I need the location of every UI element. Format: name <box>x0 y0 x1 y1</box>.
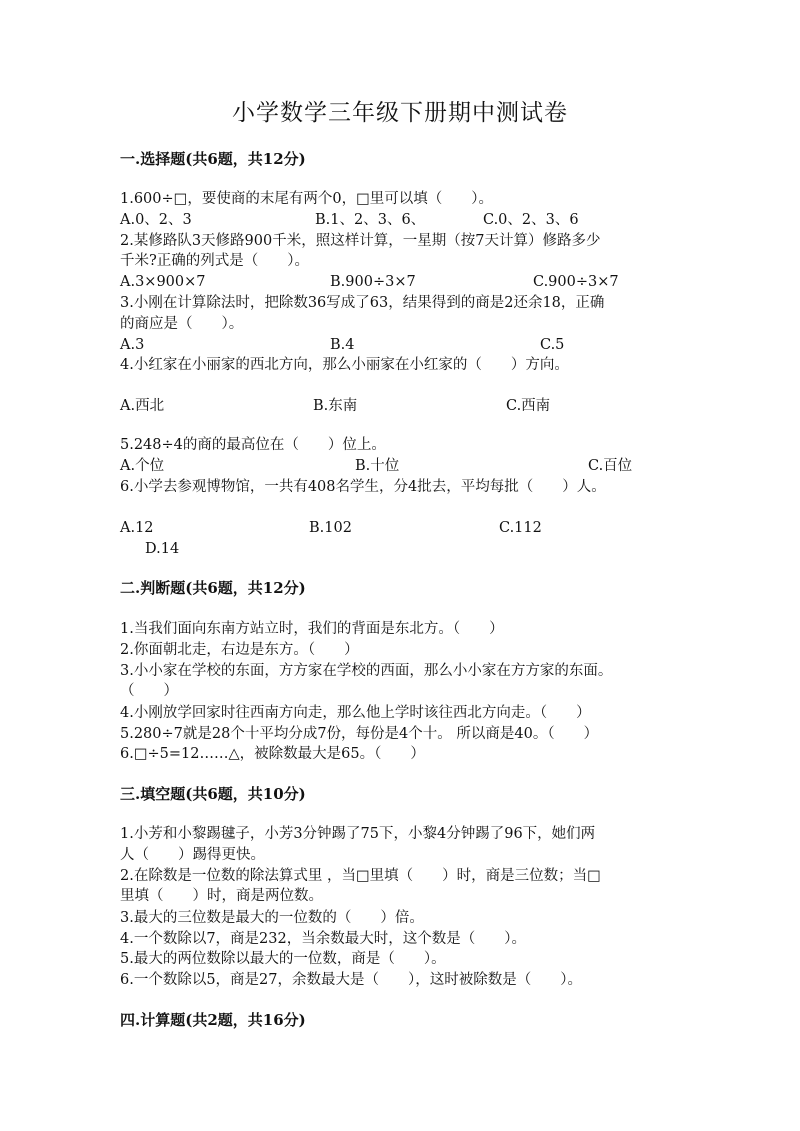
section-heading-choice: 一.选择题(共6题，共12分) <box>120 150 306 168</box>
question-3-2-cont: 里填（ ）时，商是两位数。 <box>120 888 323 904</box>
option-b: B.东南 <box>313 398 358 414</box>
option-c: C.百位 <box>588 458 633 474</box>
section-heading-calculation: 四.计算题(共2题，共16分) <box>120 1011 306 1029</box>
question-3-1: 1.小芳和小黎踢毽子，小芳3分钟踢了75下，小黎4分钟踢了96下，她们两 <box>120 826 596 842</box>
section-heading-judgement: 二.判断题(共6题，共12分) <box>120 579 306 597</box>
option-d: D.14 <box>145 541 180 557</box>
question-3-2: 2.在除数是一位数的除法算式里 ，当□里填（ ）时，商是三位数；当□ <box>120 868 601 884</box>
option-b: B.十位 <box>355 458 400 474</box>
option-b: B.102 <box>309 520 352 536</box>
question-2-4: 4.小刚放学回家时往西南方向走，那么他上学时该往西北方向走。（ ） <box>120 705 591 721</box>
question-3-5: 5.最大的两位数除以最大的一位数，商是（ ）。 <box>120 951 446 967</box>
option-a: A.0、2、3 <box>120 212 192 228</box>
question-3-3: 3.最大的三位数是最大的一位数的（ ）倍。 <box>120 910 424 926</box>
option-a: A.12 <box>120 520 154 536</box>
option-b: B.900÷3×7 <box>330 274 416 290</box>
question-1-2: 2.某修路队3天修路900千米，照这样计算，一星期（按7天计算）修路多少 <box>120 233 601 249</box>
question-1-4: 4.小红家在小丽家的西北方向，那么小丽家在小红家的（ ）方向。 <box>120 357 569 373</box>
option-b: B.4 <box>330 337 355 353</box>
question-2-5: 5.280÷7就是28个十平均分成7份，每份是4个十。 所以商是40。（ ） <box>120 726 599 742</box>
page-title: 小学数学三年级下册期中测试卷 <box>232 100 568 126</box>
question-3-4: 4.一个数除以7，商是232，当余数最大时，这个数是（ ）。 <box>120 931 526 947</box>
question-2-2: 2.你面朝北走，右边是东方。（ ） <box>120 642 359 658</box>
option-c: C.112 <box>499 520 542 536</box>
question-2-3: 3.小小家在学校的东面，方方家在学校的西面，那么小小家在方方家的东面。 <box>120 663 613 679</box>
option-c: C.0、2、3、6 <box>483 212 579 228</box>
option-a: A.个位 <box>120 458 165 474</box>
question-1-5: 5.248÷4的商的最高位在（ ）位上。 <box>120 437 386 453</box>
option-c: C.5 <box>540 337 565 353</box>
question-1-6: 6.小学去参观博物馆，一共有408名学生，分4批去，平均每批（ ）人。 <box>120 479 606 495</box>
question-1-2-cont: 千米?正确的列式是（ ）。 <box>120 253 310 269</box>
option-a: A.3 <box>120 337 145 353</box>
question-3-6: 6.一个数除以5，商是27，余数最大是（ ），这时被除数是（ ）。 <box>120 972 583 988</box>
option-c: C.900÷3×7 <box>533 274 619 290</box>
option-c: C.西南 <box>506 398 551 414</box>
question-2-6: 6.□÷5=12……△，被除数最大是65。（ ） <box>120 746 425 762</box>
question-1-1: 1.600÷□，要使商的末尾有两个0，□里可以填（ ）。 <box>120 191 494 207</box>
section-heading-fill-blank: 三.填空题(共6题，共10分) <box>120 785 306 803</box>
question-1-3-cont: 的商应是（ ）。 <box>120 316 244 332</box>
option-a: A.3×900×7 <box>120 274 206 290</box>
question-1-3: 3.小刚在计算除法时，把除数36写成了63，结果得到的商是2还余18，正确 <box>120 295 605 311</box>
option-a: A.西北 <box>120 398 165 414</box>
question-2-1: 1.当我们面向东南方站立时，我们的背面是东北方。（ ） <box>120 621 504 637</box>
question-2-3-cont: （ ） <box>120 683 178 699</box>
option-b: B.1、2、3、6、 <box>315 212 426 228</box>
question-3-1-cont: 人（ ）踢得更快。 <box>120 847 265 863</box>
